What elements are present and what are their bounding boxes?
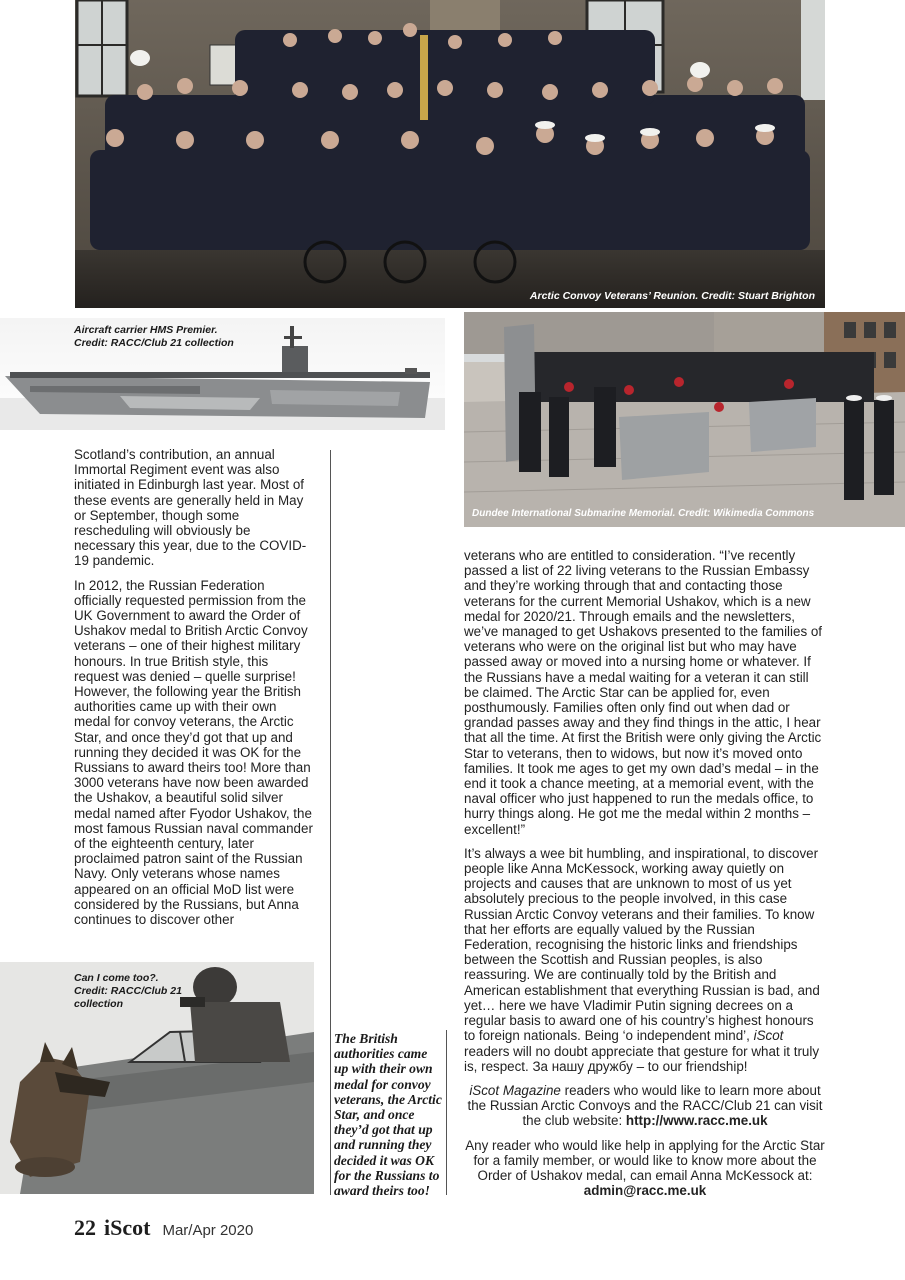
right-paragraph-2-part-b: readers will no doubt appreciate that gesture for what it truly is, respect. За нашу дружбу – to our friendship! <box>464 1043 820 1074</box>
memorial-photo <box>464 312 905 527</box>
memorial-caption: Dundee International Submarine Memorial. Credit: Wikimedia Commons <box>472 508 815 519</box>
magazine-logo: iScot <box>104 1215 151 1240</box>
contact-email-link[interactable]: admin@racc.me.uk <box>583 1183 707 1199</box>
carrier-caption <box>74 324 234 350</box>
left-column <box>74 447 314 936</box>
dog-caption-line1: Can I come too?. <box>74 972 159 984</box>
right-paragraph-4 <box>464 1138 826 1199</box>
issue-date: Mar/Apr 2020 <box>162 1222 254 1239</box>
right-paragraph-2 <box>464 846 826 1074</box>
right-paragraph-2-part-a: It’s always a wee bit humbling, and inspirational, to discover people like Anna McKessock, working away quietly on projects and causes that are unknown to most of us yet absolutely precious to the people involved, in this case Russian Arctic Convoy veterans and their families. To know that her efforts are equally valued by the Russian Federation, recognising the historic links and friendships between the Scottish and Russian peoples, is also reassuring. We are continually told by the British and American establishment that everything Russian is bad, and yet… here we have Vladimir Putin signing decrees on a regular basis to award one of his country’s highest honours to foreign nationals. Being ‘o independent mind’, <box>464 845 820 1044</box>
right-paragraph-1: veterans who are entitled to consideration. “I’ve recently passed a list of 22 living veterans to the Russian Embassy and they’re working through that and contacting those veterans for the current Memorial Ushakov, which is a new medal for 2020/21. Through emails and the newsletters, we’ve managed to get Ushakovs presented to the families of veterans who were on the original list but who may have passed away or moved into a nursing home or whatever. If the Russians have a medal waiting for a veteran it can still be claimed. The Arctic Star can be applied for, even posthumously. Families often only find out when dad or grandad passes away and they find things in the attic, I hear that all the time. At first the British were only giving the Arctic Star to veterans, then to widows, but now it’s moved onto families. It took me ages to get my own dad’s medal – in the end it took a chance meeting, at a memorial event, with the naval officer who just happened to run the medals office, to hurry things along. He got me the medal within 2 months – excellent!” <box>464 548 823 837</box>
iscot-magazine-title: iScot Magazine <box>469 1082 561 1098</box>
dog-caption <box>74 972 182 1011</box>
page-footer <box>74 1215 253 1241</box>
left-paragraph-2: In 2012, the Russian Federation officially requested permission from the UK Government to award the Order of Ushakov medal to British Arctic Convoy veterans – one of their highest military honours. In true British style, this request was denied – quelle surprise! However, the following year the British authorities came up with their own medal for convoy veterans, the Arctic Star, and once they’d got that up and running they decided it was OK for the Russians to award theirs too! More than 3000 veterans have now been awarded the Ushakov, a beautiful solid silver medal named after Fyodor Ushakov, the most famous Russian naval commander of the eighteenth century, later proclaimed patron saint of the Russian Navy. Only veterans whose names appeared on an official MoD list were considered by the Russians, but Anna continues to discover other <box>74 577 313 928</box>
carrier-caption-line1: Aircraft carrier HMS Premier. <box>74 324 218 336</box>
club-website-link[interactable]: http://www.racc.me.uk <box>625 1113 768 1129</box>
left-paragraph-1: Scotland’s contribution, an annual Immortal Regiment event was also initiated in Edinburgh last year. Most of these events are generally held in May or September, though some rescheduling will obviously be necessary this year, due to the COVID-19 pandemic. <box>74 447 307 569</box>
carrier-caption-line2: Credit: RACC/Club 21 collection <box>74 337 234 349</box>
reunion-photo <box>75 0 825 308</box>
iscot-title: iScot <box>753 1028 784 1044</box>
pull-quote: The British authorities came up with their own medal for convoy veterans, the Arctic Star, and once they’d got that up and running they decided it was OK for the Russians to award theirs too! <box>334 1031 442 1199</box>
page-number: 22 <box>74 1215 96 1240</box>
right-paragraph-3-text: readers who would like to learn more about the Russian Arctic Convoys and the RACC/Club 21 can visit the club website: <box>467 1082 823 1129</box>
right-column <box>464 548 826 1207</box>
column-rule-right <box>446 1030 447 1195</box>
right-paragraph-3 <box>464 1083 826 1129</box>
right-paragraph-4-text: Any reader who would like help in applying for the Arctic Star for a family member, or would like to know more about the Order of Ushakov medal, can email Anna McKessock at: <box>465 1137 825 1183</box>
reunion-caption: Arctic Convoy Veterans’ Reunion. Credit: Stuart Brighton <box>529 290 815 302</box>
column-rule-left <box>330 450 331 1195</box>
dog-caption-line3: collection <box>74 998 124 1010</box>
dog-caption-line2: Credit: RACC/Club 21 <box>74 985 182 997</box>
